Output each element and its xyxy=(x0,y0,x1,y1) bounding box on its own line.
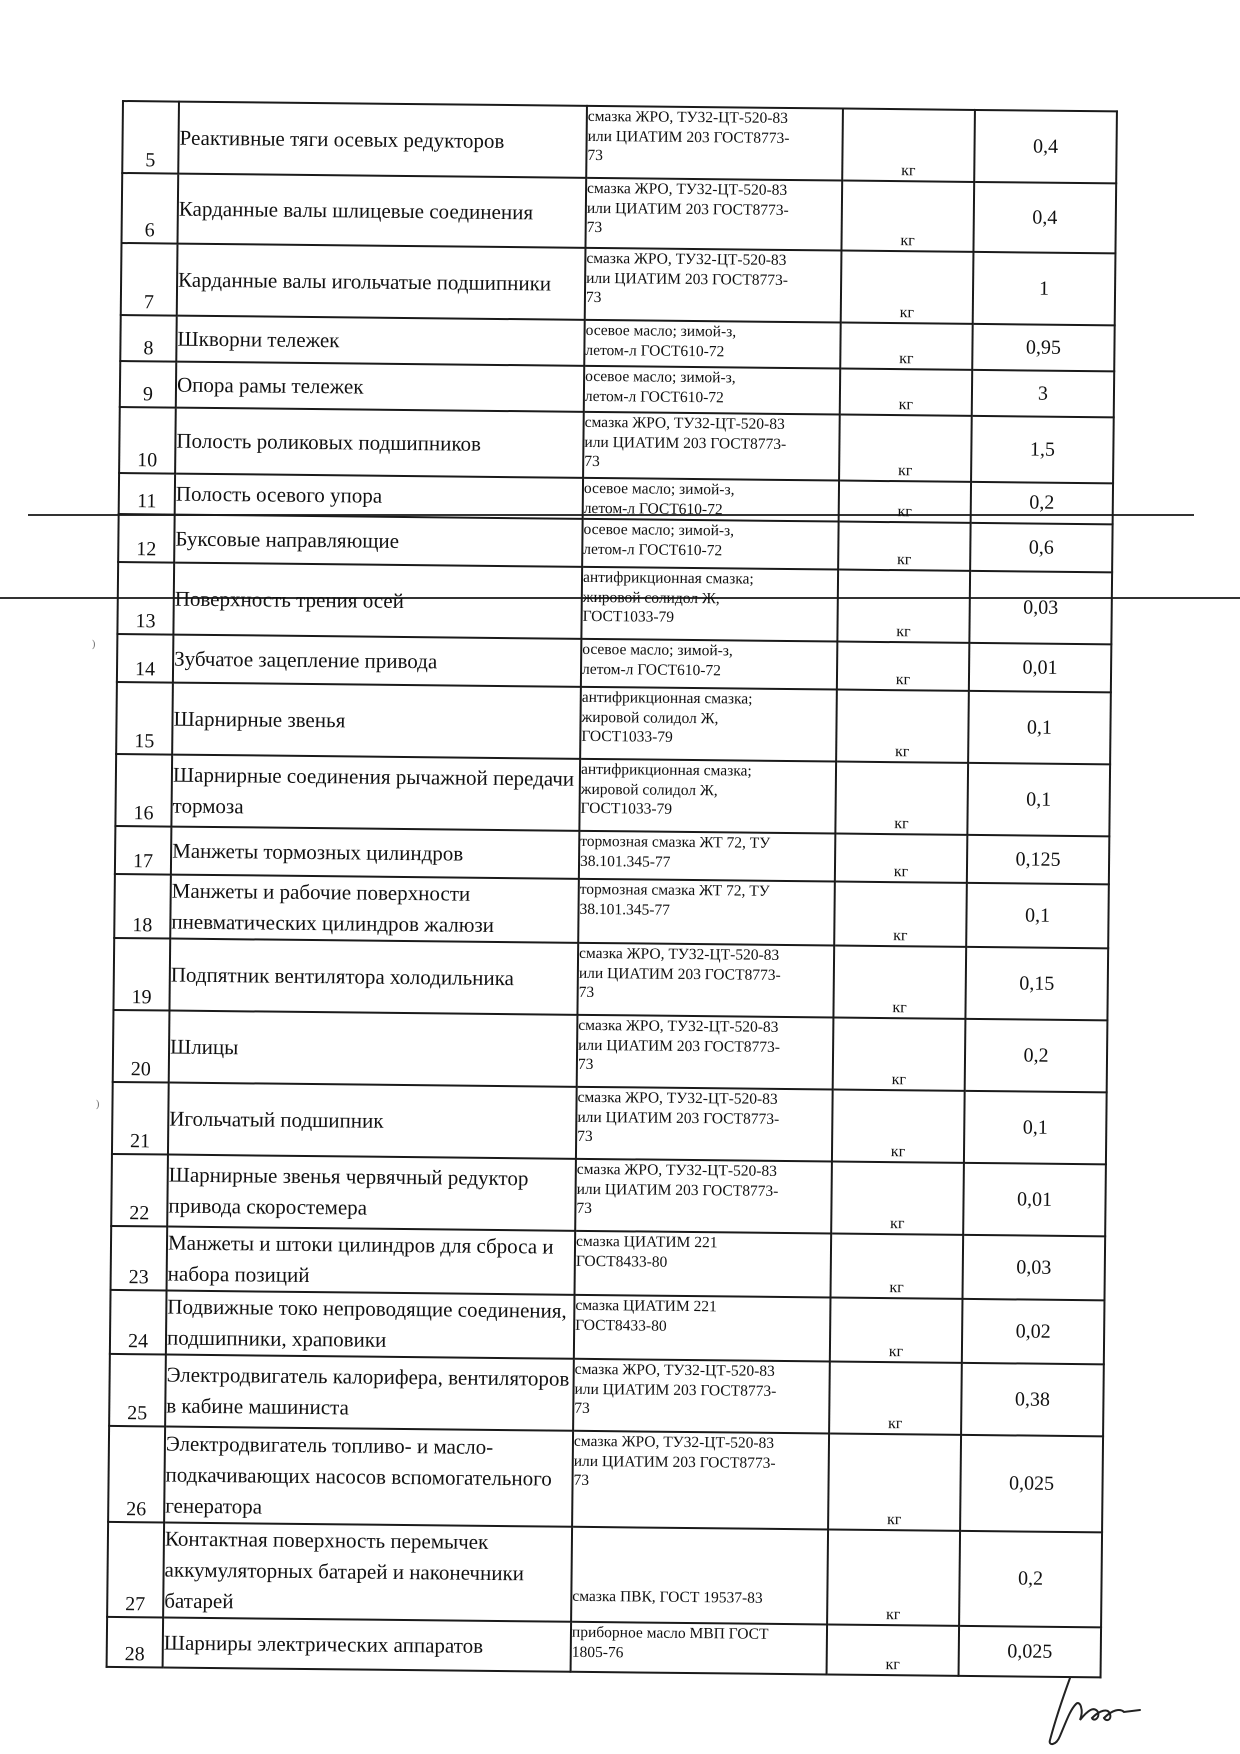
unit-label: кг xyxy=(838,522,970,571)
component-name: Шарнирные звенья xyxy=(172,683,581,759)
row-number: 21 xyxy=(112,1082,169,1155)
component-name: Карданные валы шлицевые соединения xyxy=(177,174,586,248)
component-name: Игольчатый подшипник xyxy=(168,1083,577,1159)
row-number: 25 xyxy=(109,1354,166,1427)
row-number: 18 xyxy=(114,874,171,939)
lubricant-spec: тормозная смазка ЖТ 72, ТУ 38.101.345-77 xyxy=(579,831,835,882)
table-row xyxy=(107,1522,1102,1627)
component-name: Шарнирные соединения рычажной передачи тормоза xyxy=(171,755,580,831)
quantity-value: 0,95 xyxy=(972,324,1114,371)
unit-label: кг xyxy=(840,369,972,416)
lubricant-spec: приборное масло МВП ГОСТ 1805-76 xyxy=(571,1622,828,1675)
row-number: 13 xyxy=(117,562,174,635)
lubricant-spec: смазка ЖРО, ТУ32-ЦТ-520-83 или ЦИАТИМ 203 ГОСТ8773- 73 xyxy=(572,1431,829,1530)
lubricant-spec: тормозная смазка ЖТ 72, ТУ 38.101.345-77 xyxy=(578,879,835,946)
table-row xyxy=(113,1010,1108,1092)
lubricant-spec: осевое масло; зимой-з, летом-л ГОСТ610-72 xyxy=(582,519,838,570)
unit-label: кг xyxy=(839,481,971,523)
component-name: Шлицы xyxy=(169,1011,578,1087)
table-row xyxy=(114,874,1109,948)
table-row xyxy=(113,938,1108,1020)
row-number: 15 xyxy=(116,682,173,755)
unit-label: кг xyxy=(834,882,967,947)
quantity-value: 0,025 xyxy=(960,1435,1103,1532)
quantity-value: 0,01 xyxy=(963,1163,1106,1236)
component-name: Поверхность трения осей xyxy=(173,563,582,639)
margin-speck: ) xyxy=(96,1099,100,1110)
table-row xyxy=(108,1426,1103,1532)
lubricant-spec: смазка ЖРО, ТУ32-ЦТ-520-83 или ЦИАТИМ 203 ГОСТ8773- 73 xyxy=(586,106,843,181)
unit-label: кг xyxy=(830,1233,963,1298)
quantity-value: 0,1 xyxy=(968,691,1111,764)
row-number: 7 xyxy=(121,243,178,316)
component-name: Контактная поверхность перемычек аккумуляторных батарей и наконечники батарей xyxy=(163,1523,572,1622)
row-number: 24 xyxy=(110,1290,167,1355)
unit-label: кг xyxy=(841,251,974,324)
unit-label: кг xyxy=(833,1018,966,1091)
component-name: Опора рамы тележек xyxy=(176,362,584,412)
unit-label: кг xyxy=(842,109,975,182)
quantity-value: 0,4 xyxy=(974,110,1117,183)
unit-label: кг xyxy=(837,570,970,643)
component-name: Реактивные тяги осевых редукторов xyxy=(178,102,587,178)
row-number: 5 xyxy=(122,101,179,174)
lubricant-spec: смазка ЖРО, ТУ32-ЦТ-520-83 или ЦИАТИМ 203 ГОСТ8773- 73 xyxy=(577,943,834,1018)
table-row xyxy=(115,754,1110,836)
quantity-value: 0,2 xyxy=(965,1019,1108,1092)
quantity-value: 1,5 xyxy=(971,416,1114,483)
lubricant-spec: осевое масло; зимой-з, летом-л ГОСТ610-72 xyxy=(584,366,840,415)
quantity-value: 0,4 xyxy=(973,182,1116,253)
lubricant-spec: осевое масло; зимой-з, летом-л ГОСТ610-72 xyxy=(581,639,837,690)
component-name: Электродвигатель топливо- и масло- подкачивающих насосов вспомогательного генератора xyxy=(164,1427,573,1527)
lubricant-spec: смазка ЦИАТИМ 221 ГОСТ8433-80 xyxy=(575,1231,832,1298)
component-name: Карданные валы игольчатые подшипники xyxy=(177,244,586,320)
component-name: Полость роликовых подшипников xyxy=(175,408,584,478)
unit-label: кг xyxy=(839,415,972,482)
component-name: Подвижные токо непроводящие соединения, подшипники, храповики xyxy=(166,1291,575,1359)
row-number: 28 xyxy=(107,1617,164,1668)
lubricant-spec: осевое масло; зимой-з, летом-л ГОСТ610-72 xyxy=(583,478,839,522)
table-row xyxy=(121,243,1116,325)
row-number: 10 xyxy=(119,407,176,474)
table-row xyxy=(107,1617,1101,1677)
lubricant-spec: смазка ЖРО, ТУ32-ЦТ-520-83 или ЦИАТИМ 203 ГОСТ8773- 73 xyxy=(576,1087,833,1162)
lubricant-spec: смазка ЦИАТИМ 221 ГОСТ8433-80 xyxy=(574,1295,831,1362)
unit-label: кг xyxy=(831,1161,964,1234)
quantity-value: 0,03 xyxy=(969,571,1112,644)
unit-label: кг xyxy=(837,642,969,691)
quantity-value: 0,1 xyxy=(967,763,1110,836)
row-number: 16 xyxy=(115,754,172,827)
lubricant-spec: смазка ЖРО, ТУ32-ЦТ-520-83 или ЦИАТИМ 203 ГОСТ8773- 73 xyxy=(585,248,842,323)
row-number: 11 xyxy=(119,473,175,515)
table-row xyxy=(119,407,1114,483)
component-name: Шкворни тележек xyxy=(176,316,584,366)
table-row xyxy=(110,1290,1105,1364)
table-body xyxy=(107,101,1117,1677)
lubricant-spec: смазка ПВК, ГОСТ 19537-83 xyxy=(571,1527,828,1625)
component-name: Электродвигатель калорифера, вентиляторов в кабине машиниста xyxy=(165,1355,574,1431)
component-name: Буксовые направляющие xyxy=(174,515,582,567)
quantity-value: 0,125 xyxy=(967,835,1109,884)
quantity-value: 0,1 xyxy=(966,883,1109,948)
quantity-value: 0,01 xyxy=(969,643,1111,692)
lubricant-spec: смазка ЖРО, ТУ32-ЦТ-520-83 или ЦИАТИМ 203 ГОСТ8773- 73 xyxy=(573,1359,830,1434)
component-name: Манжеты и рабочие поверхности пневматических цилиндров жалюзи xyxy=(170,875,579,943)
table-row xyxy=(122,173,1117,253)
signature-mark xyxy=(1040,1670,1150,1750)
row-number: 23 xyxy=(111,1226,168,1291)
table-row xyxy=(111,1226,1106,1300)
unit-label: кг xyxy=(830,1297,963,1362)
quantity-value: 3 xyxy=(972,370,1114,417)
quantity-value: 0,6 xyxy=(970,523,1112,572)
row-number: 8 xyxy=(120,315,176,362)
lubricant-spec: смазка ЖРО, ТУ32-ЦТ-520-83 или ЦИАТИМ 203 ГОСТ8773- 73 xyxy=(583,412,840,481)
component-name: Шарнирные звенья червячный редуктор привода скоростемера xyxy=(167,1155,576,1231)
unit-label: кг xyxy=(835,834,967,883)
lubricant-spec: антифрикционная смазка; жировой солидол Ж, ГОСТ1033-79 xyxy=(580,687,837,762)
lubricant-spec: антифрикционная смазка; жировой солидол Ж, ГОСТ1033-79 xyxy=(579,759,836,834)
quantity-value: 0,2 xyxy=(971,482,1113,524)
lubricant-spec: антифрикционная смазка; жировой солидол Ж, ГОСТ1033-79 xyxy=(581,567,838,642)
unit-label: кг xyxy=(835,762,968,835)
component-name: Подпятник вентилятора холодильника xyxy=(169,939,578,1015)
lubricant-spec: смазка ЖРО, ТУ32-ЦТ-520-83 или ЦИАТИМ 203 ГОСТ8773- 73 xyxy=(575,1159,832,1234)
row-number: 27 xyxy=(107,1522,164,1618)
lubricant-spec: осевое масло; зимой-з, летом-л ГОСТ610-72 xyxy=(584,320,840,369)
row-number: 26 xyxy=(108,1426,165,1523)
component-name: Полость осевого упора xyxy=(175,474,583,519)
row-number: 22 xyxy=(111,1154,168,1227)
margin-speck: ) xyxy=(92,639,96,650)
row-number: 17 xyxy=(115,826,171,875)
unit-label: кг xyxy=(832,1089,965,1162)
component-name: Зубчатое зацепление привода xyxy=(173,635,581,687)
quantity-value: 0,2 xyxy=(959,1531,1102,1627)
component-name: Манжеты тормозных цилиндров xyxy=(171,827,579,879)
row-number: 20 xyxy=(113,1010,170,1083)
unit-label: кг xyxy=(840,323,972,370)
row-number: 6 xyxy=(122,173,179,244)
quantity-value: 0,025 xyxy=(959,1626,1102,1677)
row-number: 14 xyxy=(117,634,173,683)
table-row xyxy=(122,101,1117,183)
unit-label: кг xyxy=(829,1361,962,1434)
lubricant-spec: смазка ЖРО, ТУ32-ЦТ-520-83 или ЦИАТИМ 203 ГОСТ8773- 73 xyxy=(577,1015,834,1090)
component-name: Манжеты и штоки цилиндров для сброса и набора позиций xyxy=(167,1227,576,1295)
row-number: 9 xyxy=(120,361,176,408)
lubricant-spec: смазка ЖРО, ТУ32-ЦТ-520-83 или ЦИАТИМ 203 ГОСТ8773- 73 xyxy=(585,178,842,251)
quantity-value: 0,03 xyxy=(962,1235,1105,1300)
quantity-value: 0,15 xyxy=(965,947,1108,1020)
table-row xyxy=(111,1154,1106,1236)
table-row xyxy=(109,1354,1104,1436)
table-row xyxy=(112,1082,1107,1164)
row-number: 19 xyxy=(113,938,170,1011)
unit-label: кг xyxy=(827,1529,960,1625)
unit-label: кг xyxy=(836,690,969,763)
quantity-value: 1 xyxy=(973,252,1116,325)
unit-label: кг xyxy=(827,1624,960,1675)
row-number: 12 xyxy=(118,514,174,563)
unit-label: кг xyxy=(841,181,974,252)
quantity-value: 0,38 xyxy=(961,1363,1104,1436)
quantity-value: 0,02 xyxy=(962,1299,1105,1364)
lubrication-table xyxy=(106,100,1118,1678)
table-row xyxy=(117,562,1112,644)
unit-label: кг xyxy=(833,946,966,1019)
unit-label: кг xyxy=(828,1433,961,1530)
quantity-value: 0,1 xyxy=(964,1091,1107,1164)
table-row xyxy=(116,682,1111,764)
component-name: Шарниры электрических аппаратов xyxy=(163,1618,572,1672)
